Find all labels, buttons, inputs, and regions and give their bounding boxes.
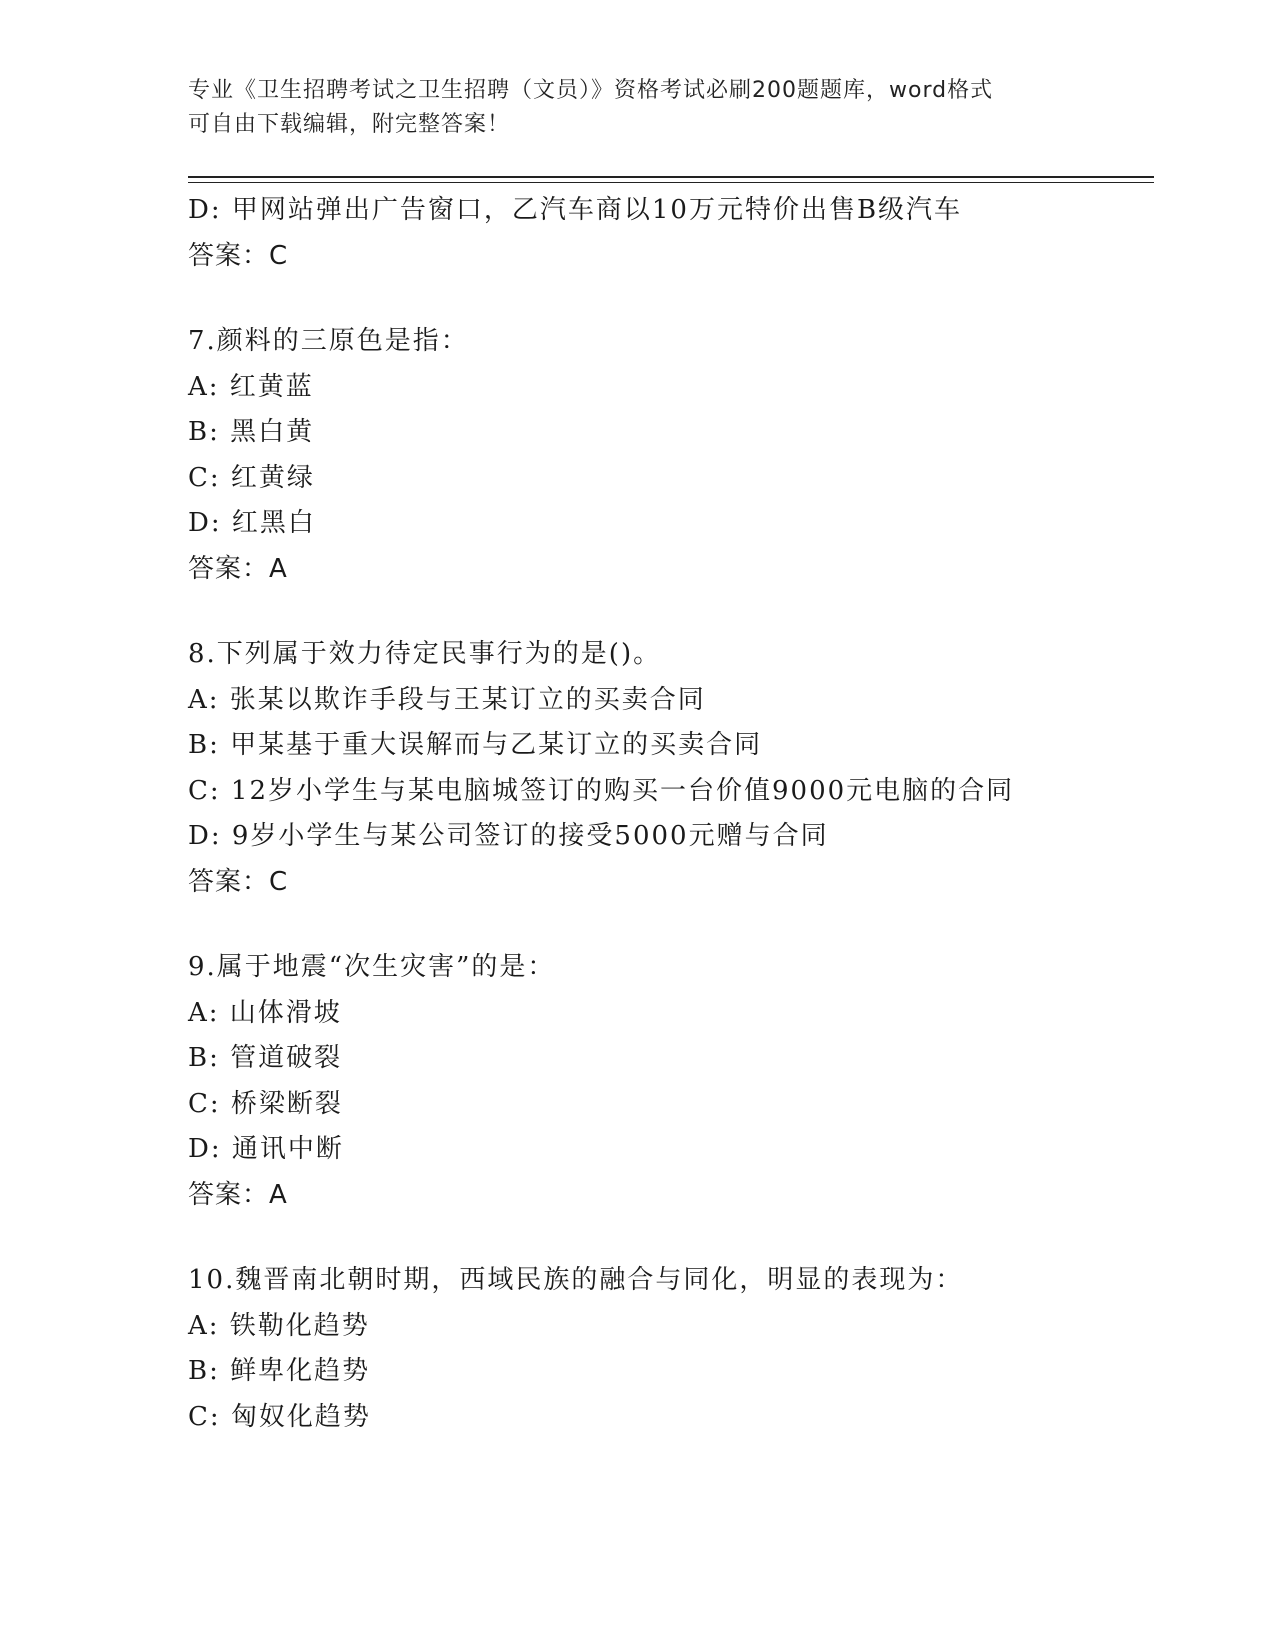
option-c: C: 12岁小学生与某电脑城签订的购买一台价值9000元电脑的合同 (188, 775, 1015, 806)
question-9 (188, 945, 1148, 1218)
option-b: B: 黑白黄 (188, 417, 315, 447)
question-stem: 10.魏晋南北朝时期，西域民族的融合与同化，明显的表现为： (188, 1265, 964, 1295)
question-list (188, 188, 1148, 1440)
question-stem: 9.属于地震“次生灾害”的是： (188, 952, 556, 982)
answer-line: 答案：A (188, 553, 288, 584)
question-spacer (188, 279, 1148, 319)
option-c: C: 桥梁断裂 (188, 1088, 343, 1119)
option-c: C: 匈奴化趋势 (188, 1401, 371, 1432)
option-b: B: 甲某基于重大误解而与乙某订立的买卖合同 (188, 730, 763, 760)
question-spacer (188, 905, 1148, 945)
option-d: D: 9岁小学生与某公司签订的接受5000元赠与合同 (188, 821, 829, 851)
option-b: B: 管道破裂 (188, 1043, 343, 1073)
question-10 (188, 1258, 1148, 1440)
answer-line: 答案：A (188, 1179, 288, 1210)
option-a: A: 张某以欺诈手段与王某订立的买卖合同 (188, 684, 706, 715)
option-d: D: 通讯中断 (188, 1134, 344, 1164)
option-a: A: 铁勒化趋势 (188, 1310, 370, 1341)
header-divider-thin (188, 182, 1154, 183)
option-a: A: 红黄蓝 (188, 371, 314, 402)
question-spacer (188, 592, 1148, 632)
question-stem: 8.下列属于效力待定民事行为的是()。 (188, 639, 662, 669)
option-d: D: 甲网站弹出广告窗口，乙汽车商以10万元特价出售B级汽车 (188, 195, 963, 225)
question-stem: 7.颜料的三原色是指： (188, 326, 469, 356)
question-8 (188, 632, 1148, 905)
option-b: B: 鲜卑化趋势 (188, 1356, 371, 1386)
option-a: A: 山体滑坡 (188, 997, 342, 1028)
option-c: C: 红黄绿 (188, 462, 315, 493)
option-d: D: 红黑白 (188, 508, 316, 538)
header-title-line-1: 专业《卫生招聘考试之卫生招聘（文员）》资格考试必刷200题题库，word格式 (188, 78, 994, 103)
answer-line: 答案：C (188, 866, 289, 897)
question-7 (188, 319, 1148, 592)
header-title-line-2: 可自由下载编辑，附完整答案！ (188, 112, 511, 137)
question-6-tail (188, 188, 1148, 279)
question-spacer (188, 1218, 1148, 1258)
answer-line: 答案：C (188, 240, 289, 271)
header-divider-thick (188, 176, 1154, 178)
document-header (188, 74, 1088, 142)
